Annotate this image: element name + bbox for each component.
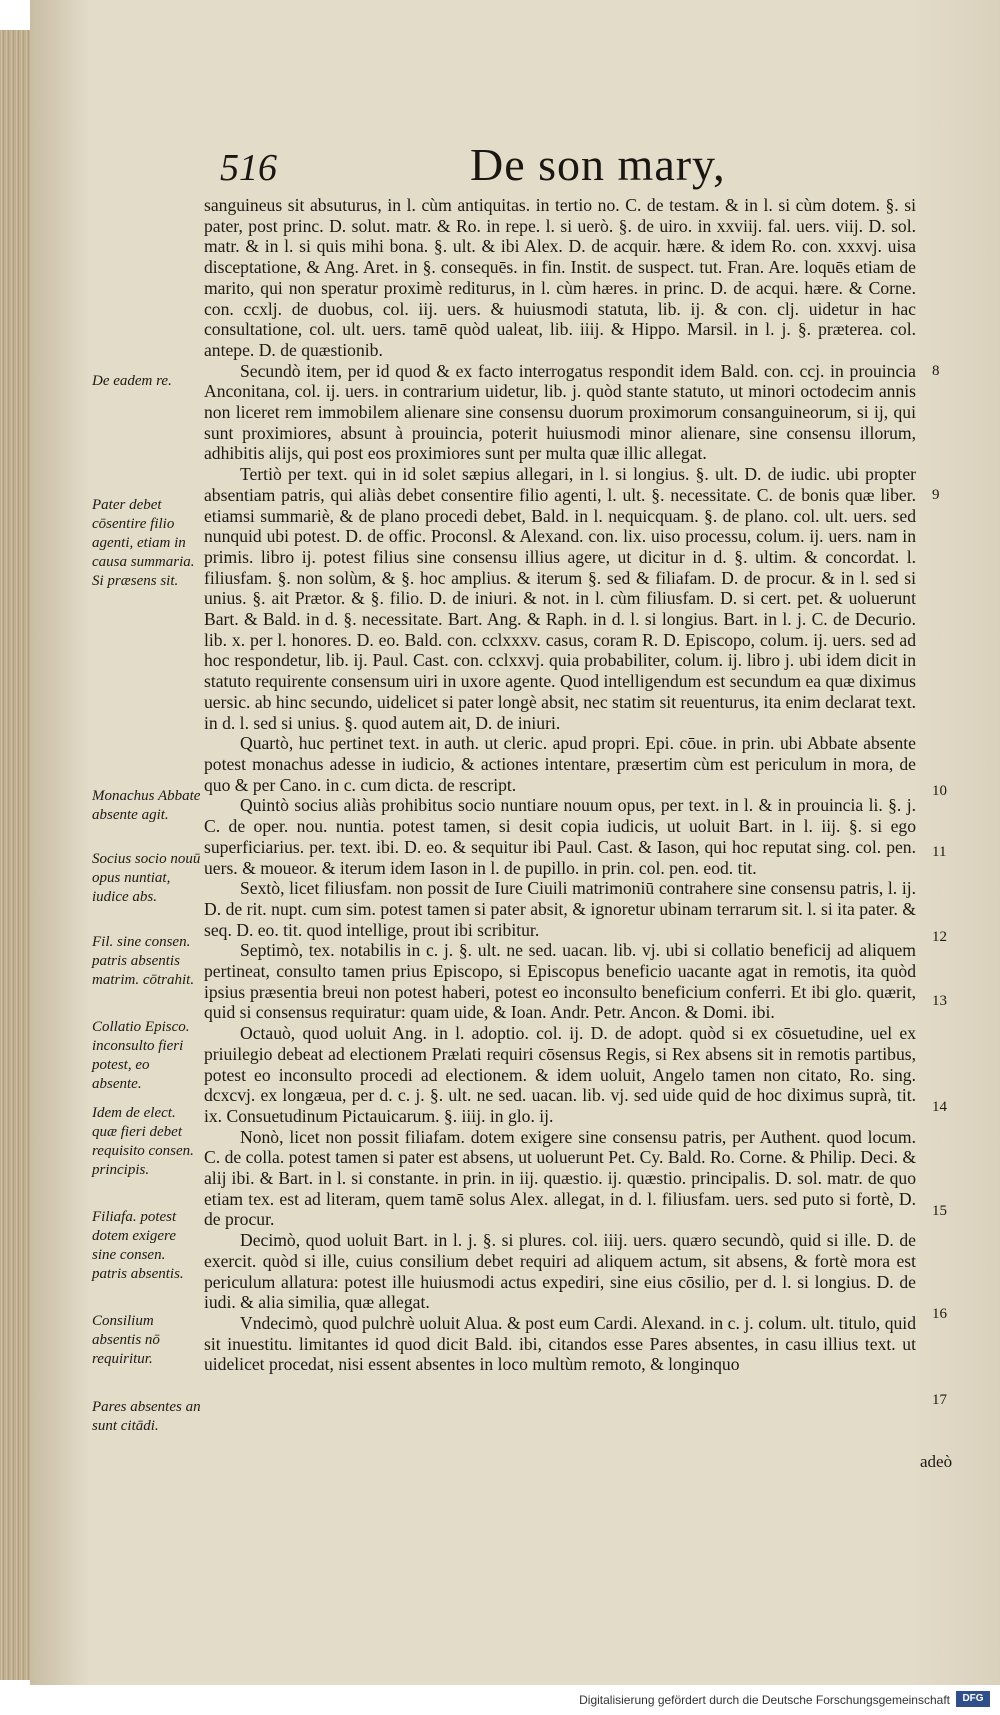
- dfg-logo-icon[interactable]: DFG: [956, 1691, 990, 1707]
- margin-note: Pares absentes an sunt citādi.: [92, 1399, 201, 1434]
- paragraph-number: 14: [932, 1099, 947, 1115]
- page-title: De son mary,: [470, 139, 726, 190]
- paragraph: Septimò, tex. notabilis in c. j. §. ult. ne sed. uacan. lib. vj. ubi si collatio beneficij ad aliquem pertineat, consulto tamen prius Episcopo, si Episcopus beneficio uacante agat in remotis, ita quòd ipsius præsentia breui non potest haberi, potest eo inconsulto beneficium conferri. Et ibi glo. quærit, quid si consensus requiratur: quam uide, & Ioan. Andr. Petr. Ancon. & Domi. ibi.: [204, 940, 916, 1023]
- margin-note: Socius socio nouū opus nuntiat, iudice abs.: [92, 851, 201, 905]
- paragraph: Sextò, licet filiusfam. non possit de Iure Ciuili matrimoniū contrahere sine consensu patris, l. ij. D. de rit. nupt. cum sim. potest tamen si pater absit, & ignoretur ubinam terrarum sit. l. si ita pater. & seq. D. eo. tit. quod intellige, prout ibi scribitur.: [204, 878, 916, 940]
- margin-note: Idem de elect. quæ fieri debet requisito consen. principis.: [92, 1105, 194, 1178]
- margin-note: Filiafa. potest dotem exigere sine consen. patris absentis.: [92, 1209, 184, 1282]
- paragraph-number: 17: [932, 1392, 947, 1408]
- paragraph: Decimò, quod uoluit Bart. in l. j. §. si plures. col. iiij. uers. quæro secundò, quid si ille. D. de exercit. quòd si ille, cuius consilium debet requiri ad aliquem actum, sit absens, & fortè mora est periculum allatura: potest ille huiusmodi actus expediri, sine eius cōsilio, per d. l. si longius. D. de iudi. & alia similia, quæ allegat.: [204, 1230, 916, 1313]
- margin-note: Consilium absentis nō requiritur.: [92, 1313, 160, 1367]
- paragraph-number: 10: [932, 783, 947, 799]
- margin-note: Collatio Episco. inconsulto fieri potest, eo absente.: [92, 1019, 190, 1092]
- paragraph: Octauò, quod uoluit Ang. in l. adoptio. col. ij. D. de adopt. quòd si ex cōsuetudine, uel ex priuilegio debeat ad electionem Prælati requiri cōsensus Regis, si Rex absens sit in remotis partibus, potest eo inconsulto procedi ad electionem. & idem uoluit, Angelo tamen non citato, Ro. sing. dcxcvj. ex longæua, per d. c. j. §. ult. ne sed. uacan. lib. vj. sed uide quid de hoc diximus suprà, tit. ix. Consuetudinum Pictauicarum. §. iiij. in glo. ij.: [204, 1023, 916, 1126]
- paragraph: Secundò item, per id quod & ex facto interrogatus respondit idem Bald. con. ccj. in prouincia Anconitana, col. ij. uers. in contrarium uidetur, lib. j. quòd stante statuto, ut minori octodecim annis non liceret rem immobilem alienare sine consensu duorum proximorum consanguineorum, si ij, qui sunt proximiores, absunt à prouincia, poterit huiusmodi minor alienare, sine consensu illorum, adhibitis alijs, qui post eos proximiores sunt per multa quæ illic allegat.: [204, 360, 916, 464]
- catchword: adeò: [920, 1452, 953, 1471]
- margin-note: Si præsens sit.: [92, 573, 179, 589]
- paragraph: Vndecimò, quod pulchrè uoluit Alua. & post eum Cardi. Alexand. in c. j. colum. ult. titulo, quid sit inuestitu. limitantes id quod dicit Bald. ibi, citandos esse Pares absentes, in casu illius text. ut uidelicet procedat, nisi essent absentes in loco multùm remoto, & longinquo: [204, 1312, 916, 1375]
- margin-note: De eadem re.: [92, 373, 172, 389]
- footer-bar: [0, 1685, 1000, 1715]
- paragraph-number: 15: [932, 1203, 947, 1219]
- paragraph: Quintò socius aliàs prohibitus socio nuntiare nouum opus, per text. in l. & in prouincia li. §. j. C. de oper. nou. nuntia. potest tamen, si desit copia iudicis, ut uoluit Bart. in l. iij. §. si ego superficiarius. per. text. ibi. D. eo. & sequitur ibi Paul. Cast. & Iason, qui hoc reputat sing. col. pen. uers. & moueor. & iterum idem Iason in l. de pupillo. in prin. col. pen. eod. tit.: [204, 795, 916, 878]
- digitization-credit: Digitalisierung gefördert durch die Deutsche Forschungsgemeinschaft: [579, 1693, 950, 1707]
- running-head: [220, 138, 960, 198]
- paragraph-number: 16: [932, 1306, 947, 1322]
- paragraph-number: 9: [932, 487, 940, 503]
- margin-note: Pater debet cōsentire filio agenti, etiam in causa summaria.: [92, 497, 195, 570]
- paragraph-number: 8: [932, 363, 940, 379]
- paragraph: Tertiò per text. qui in id solet sæpius allegari, in l. si longius. §. ult. D. de iudic. ubi propter absentiam patris, qui aliàs debet consentire filio agenti, l. ult. §. necessitate. C. de bonis quæ liber. etiamsi summariè, & de plano procedi debet, Bald. in l. nequicquam. §. de plano. col. ult. uers. sed nunquid ubi potest. D. de offic. Proconsl. & Alexand. con. lix. uiso processu, colum. ij. uers. nam in primis. libro ij. potest filius sine consensu illius agere, ut dicitur in d. §. ultim. & concordat. l. filiusfam. §. non solùm, & §. hoc amplius. & iterum §. sed & filiafam. D. de procur. & in l. sed si unius. §. ait Prætor. & §. filio. D. de iniuri. & not. in l. cùm filiusfam. D. si cert. pet. & uoluerunt Bart. & Bald. in d. §. necessitate. Bart. Ang. & Raph. in d. l. si longius. Bart. in l. j. C. de Decurio. lib. x. per l. honores. D. eo. Bald. con. cclxxxv. casus, coram R. D. Episcopo, colum. ij. uers. sed ad hoc respondetur, lib. ij. Paul. Cast. con. cclxxvj. quia probabiliter, colum. ij. libro j. ubi idem dicit in statuto requirente consensum uiri in uxore agente. Quod intelligendum est secundum ea quæ diximus uersic. ab hinc secundo, uidelicet si pater longè absit, nec statim sit reuenturus, ita enim declarat text. in d. l. sed si unius. §. quod autem ait, D. de iniuri.: [204, 464, 916, 733]
- paragraph-number: 13: [932, 993, 947, 1009]
- margin-note: Monachus Abbate absente agit.: [92, 788, 201, 823]
- paragraph-number: 11: [932, 844, 947, 860]
- paragraph: Nonò, licet non possit filiafam. dotem exigere sine consensu patris, per Authent. quod locum. C. de colla. potest tamen si pater est absens, ut uoluerunt Pet. Cy. Bald. Ro. Corne. & Philip. Deci. & alij ibi. & Bart. in l. si constante. in prin. in iij. quæstio. ij. quæstio. principalis. D. sol. matr. de quo etiam tex. est ad literam, quem tamē solus Alex. allegat, in d. l. filiusfam. uers. sed puto si fortè, D. de procur.: [204, 1126, 916, 1230]
- body-text: [204, 195, 916, 1375]
- paragraph: sanguineus sit absuturus, in l. cùm antiquitas. in tertio no. C. de testam. & in l. si cùm dotem. §. si pater, post princ. D. solut. matr. & Ro. in repe. l. si uerò. §. de uiro. in xxviij. fal. uers. viij. D. sol. matr. & in l. si quis mihi bona. §. ult. & ibi Alex. D. de acquir. hære. & idem Ro. con. xxxvj. uisa disceptatione, & Ang. Aret. in §. consequēs. in fin. Instit. de suspect. tut. Fran. Are. loquēs etiam de marito, qui non speratur proximè rediturus, in l. cùm hæres. in princ. D. de acqui. hære. & Corne. con. ccxlj. de duobus, col. iij. uers. & huiusmodi statuta, lib. ij. & con. clj. uidetur in hac consultatione, col. ult. uers. tamē quòd ualeat, lib. iiij. & Hippo. Marsil. in l. j. §. præterea. col. antepe. D. de quæstionib.: [204, 195, 916, 360]
- paragraph-number: 12: [932, 929, 947, 945]
- page-number: 516: [220, 147, 277, 189]
- paragraph: Quartò, huc pertinet text. in auth. ut cleric. apud propri. Epi. cōue. in prin. ubi Abbate absente potest monachus adesse in iudicio, & actiones intentare, præsertim cùm est periculum in mora, de quo & per Cano. in c. cum dicta. de rescript.: [204, 733, 916, 795]
- margin-note: Fil. sine consen. patris absentis matrim. cōtrahit.: [92, 934, 195, 988]
- book-edge: [0, 30, 30, 1680]
